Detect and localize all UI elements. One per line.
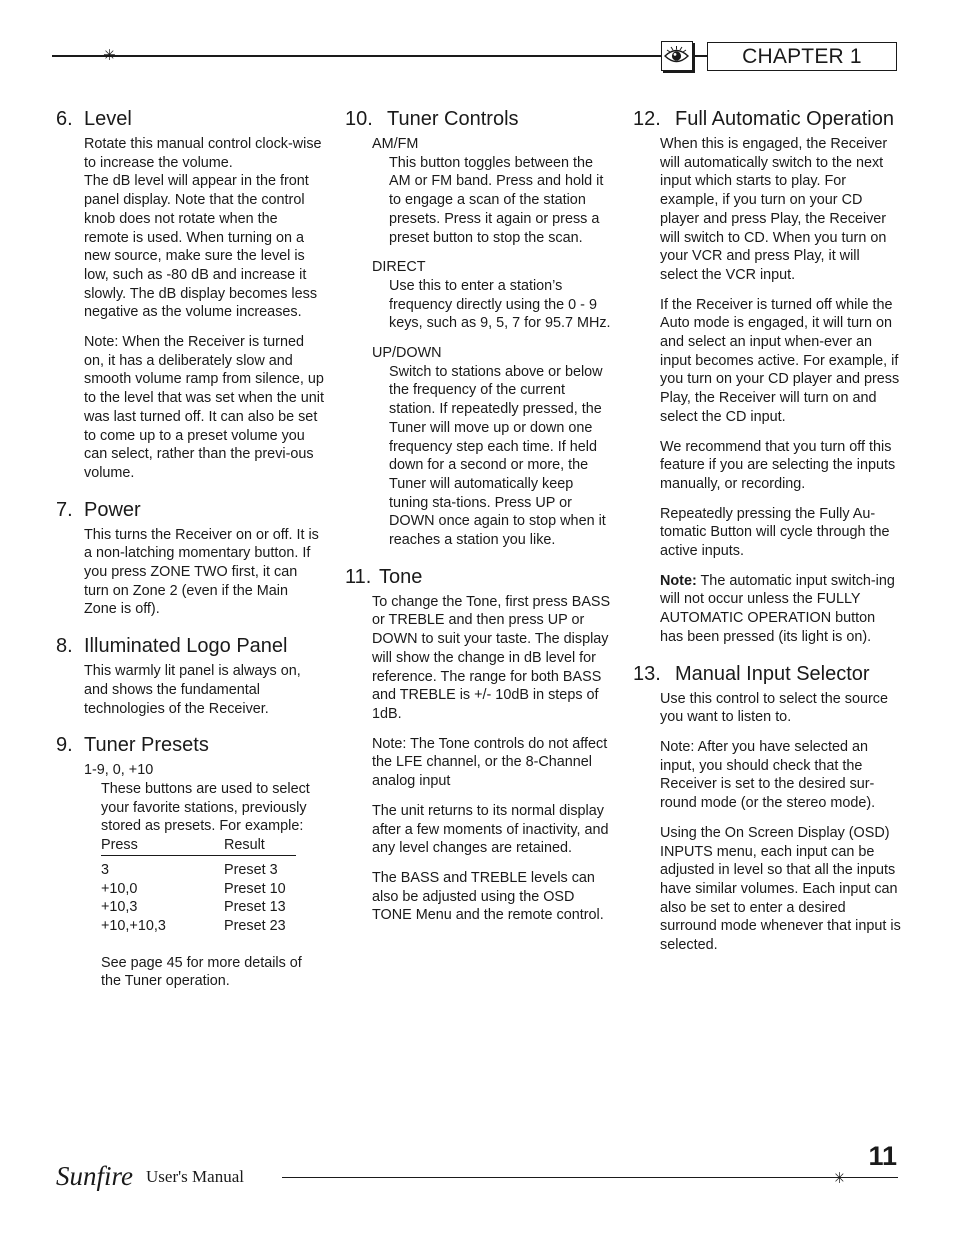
paragraph: If the Receiver is turned off while the Auto mode is engaged, it will turn on and select an input when-ever an input becomes active. For example, if you turn on your CD player and press Play, the Receiver will turn on and select the CD input. <box>660 296 900 425</box>
column-2 <box>345 106 615 936</box>
sub-label: DIRECT <box>372 259 426 276</box>
paragraph: See page 45 for more details of the Tuner operation. <box>101 954 302 990</box>
section-heading-power <box>56 497 324 523</box>
section-title: Power <box>84 498 141 521</box>
sub-label: AM/FM <box>372 136 419 152</box>
table-header-row <box>101 836 296 855</box>
header-star-icon: ✳ <box>103 46 116 64</box>
section-heading-tone <box>345 564 615 590</box>
section-number: 13. <box>633 662 661 685</box>
paragraph: Note: The Tone controls do not affect the LFE channel, or the 8-Channel analog input <box>372 735 608 790</box>
section-number: 9. <box>56 734 73 757</box>
section-title: Full Automatic Operation <box>675 108 894 130</box>
section-title: Manual Input Selector <box>675 662 870 685</box>
section-number: 12. <box>633 108 661 130</box>
table-cell: 3 <box>101 861 110 878</box>
section-number: 6. <box>56 108 73 130</box>
note-paragraph <box>660 572 901 647</box>
table-row <box>101 898 296 917</box>
table-cell: Preset 10 <box>224 880 286 897</box>
table-row <box>101 855 296 879</box>
section-heading-presets <box>56 732 324 758</box>
section-heading-auto <box>633 106 901 132</box>
brand-logo: Sunfire <box>56 1161 133 1191</box>
chapter-label: CHAPTER 1 <box>707 42 897 71</box>
section-number: 10. <box>345 108 373 130</box>
paragraph: Use this to enter a station’s frequency directly using the 0 - 9 keys, such as 9, 5, 7 for 95.7 MHz. <box>389 277 611 332</box>
footer-manual-label: User's Manual <box>146 1167 244 1186</box>
paragraph: The unit returns to its normal display after a few moments of inactivity, and any level changes are retained. <box>372 802 609 857</box>
paragraph: The BASS and TREBLE levels can also be adjusted using the OSD TONE Menu and the remote control. <box>372 869 604 924</box>
table-cell: Preset 3 <box>224 861 278 878</box>
table-cell: Preset 13 <box>224 899 286 916</box>
column-3 <box>633 106 901 966</box>
table-cell: +10,+10,3 <box>101 917 166 934</box>
paragraph: Note: When the Receiver is turned on, it has a deliberately slow and smooth volume ramp from silence, up to the level that was set when the unit was last turned off. It can also be set to come up to a preset volume you can select, rather than the previ-ous volume. <box>84 334 324 481</box>
paragraph: Rotate this manual control clock-wise to increase the volume. <box>84 136 322 171</box>
paragraph: Switch to stations above or below the frequency of the current station. If repeatedly pressed, the Tuner will move up or down one frequency step each time. If held down for a second or more, the Tuner will automatically keep tuning sta-tions. Press UP or DOWN once again to stop when it reaches a station you like. <box>389 363 606 549</box>
footer-star-icon: ✳ <box>833 1169 846 1187</box>
presets-table <box>101 836 296 936</box>
paragraph: Use this control to select the source you want to listen to. <box>660 690 888 726</box>
paragraph: These buttons are used to select your favorite stations, previously stored as presets. For example: <box>101 780 310 835</box>
sub-label: 1-9, 0, +10 <box>84 762 154 779</box>
paragraph: When this is engaged, the Receiver will automatically switch to the next input which starts to play. For example, if you turn on your CD player and press Play, the Receiver will switch to CD. When you turn on your VCR and press Play, it will select the VCR input. <box>660 136 888 283</box>
section-number: 8. <box>56 635 73 658</box>
note-label: Note: <box>660 572 697 589</box>
header-rule <box>52 55 662 57</box>
column-1 <box>56 106 324 1002</box>
table-row <box>101 880 296 899</box>
eye-logo <box>661 41 693 71</box>
section-number: 7. <box>56 498 73 521</box>
section-heading-level <box>56 106 324 132</box>
paragraph: This button toggles between the AM or FM band. Press and hold it to engage a scan of the station presets. Press it again or press a preset button to stop the scan. <box>389 154 604 246</box>
sub-label: UP/DOWN <box>372 345 442 362</box>
table-row <box>101 917 296 936</box>
section-heading-manual <box>633 661 901 687</box>
paragraph: The dB level will appear in the front panel display. Note that the control knob does not rotate when the remote is used. When turning on a new source, make sure the level is low, such as -80 dB and increase it slowly. The dB display becomes less negative as the volume increases. <box>84 173 318 321</box>
header-rule-short <box>693 55 707 57</box>
section-title: Tone <box>379 565 423 588</box>
column-header: Press <box>101 836 224 855</box>
footer-rule <box>282 1177 898 1178</box>
section-title: Illuminated Logo Panel <box>84 635 288 658</box>
eye-icon <box>662 42 691 69</box>
section-number: 11. <box>345 565 372 588</box>
paragraph: This warmly lit panel is always on, and shows the fundamental technologies of the Receiver. <box>84 663 301 717</box>
section-heading-logo <box>56 633 324 659</box>
paragraph: To change the Tone, first press BASS or TREBLE and then press UP or DOWN to suit your taste. The display will show the change in dB level for reference. The range for both BASS and TREBLE is +/- 10dB in steps of 1dB. <box>372 593 611 722</box>
paragraph: We recommend that you turn off this feature if you are selecting the inputs manually, or recording. <box>660 438 896 492</box>
paragraph: Using the On Screen Display (OSD) INPUTS menu, each input can be adjusted in level so that all the inputs have similar volumes. Each input can also be set to enter a desired surround mode whenever that input is selected. <box>660 824 901 954</box>
paragraph: Repeatedly pressing the Fully Au-tomatic Button will cycle through the active inputs. <box>660 505 890 560</box>
paragraph: This turns the Receiver on or off. It is a non-latching momentary button. If you press ZONE TWO first, it can turn on Zone 2 (even if the Main Zone is off). <box>84 526 319 618</box>
page-number: 11 <box>868 1141 897 1171</box>
note-text: The automatic input switch-ing will not occur unless the FULLY AUTOMATIC OPERATION button has been pressed (its light is on). <box>660 572 895 645</box>
section-title: Tuner Presets <box>84 734 209 757</box>
section-title: Tuner Controls <box>387 108 519 130</box>
section-heading-tuner <box>345 106 615 132</box>
section-title: Level <box>84 108 132 130</box>
paragraph: Note: After you have selected an input, you should check that the Receiver is set to the desired sur-round mode (or the stereo mode). <box>660 738 876 812</box>
column-header: Result <box>224 836 296 855</box>
table-cell: +10,3 <box>101 899 138 916</box>
table-cell: Preset 23 <box>224 917 286 934</box>
table-cell: +10,0 <box>101 880 138 897</box>
